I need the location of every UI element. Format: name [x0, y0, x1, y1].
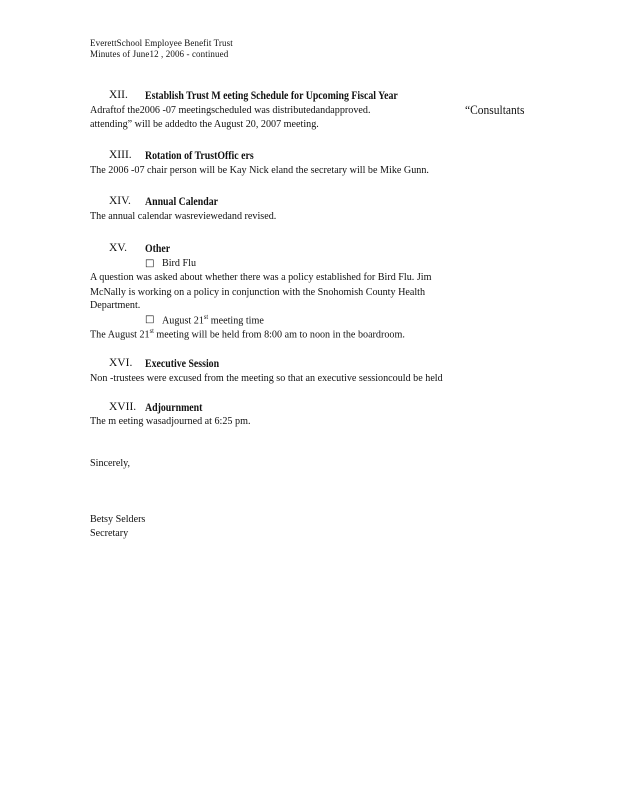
section-xv-bullet-bird-flu: Bird Flu	[162, 257, 197, 269]
document-header-title: EverettSchool Employee Benefit Trust	[90, 38, 233, 48]
document-header-subtitle: Minutes of June12 , 2006 - continued	[90, 49, 229, 59]
section-title-xii: Establish Trust M eeting Schedule for Upcoming Fiscal Year	[145, 88, 398, 102]
box-bullet-icon: □	[145, 314, 155, 325]
section-number-xii: XII.	[109, 89, 128, 101]
section-title-xvi: Executive Session	[145, 356, 220, 370]
signer-role: Secretary	[90, 527, 129, 539]
section-xiii-text-line-1: The 2006 -07 chair person will be Kay Nick eland the secretary will be Mike Gunn.	[90, 164, 429, 176]
section-title-xiii: Rotation of TrustOffic ers	[145, 148, 254, 162]
section-xiv-text-line-1: The annual calendar wasreviewedand revised.	[90, 210, 277, 222]
section-number-xv: XV.	[109, 242, 128, 254]
section-xvi-text-line-1: Non -trustees were excused from the meeting so that an executive sessioncould be held	[90, 372, 443, 384]
section-xii-text-line-2: attending” will be addedto the August 20, 2007 meeting.	[90, 118, 319, 130]
section-title-xvii: Adjournment	[145, 400, 203, 414]
section-number-xiii: XIII.	[109, 149, 132, 161]
section-number-xiv: XIV.	[109, 195, 131, 207]
closing-salutation: Sincerely,	[90, 457, 131, 469]
section-xii-text-consultants: “Consultants	[465, 103, 525, 117]
section-title-xv: Other	[145, 241, 171, 255]
section-xv-text-line-3: Department.	[90, 299, 141, 311]
signer-name: Betsy Selders	[90, 513, 146, 525]
section-xii-text-line-1: Adraftof the2006 -07 meetingscheduled was distributedandapproved.	[90, 104, 371, 116]
section-xvii-text-line-1: The m eeting wasadjourned at 6:25 pm.	[90, 415, 251, 427]
section-number-xvii: XVII.	[109, 401, 137, 413]
section-xv-text-line-2: McNally is working on a policy in conjunction with the Snohomish County Health	[90, 286, 426, 298]
section-xv-text-line-1: A question was asked about whether there was a policy established for Bird Flu. Jim	[90, 271, 432, 283]
section-number-xvi: XVI.	[109, 357, 133, 369]
section-xv-bullet-meeting-time: August 21st meeting time	[162, 313, 264, 327]
section-title-xiv: Annual Calendar	[145, 194, 219, 208]
section-xv-text-line-4: The August 21st meeting will be held from 8:00 am to noon in the boardroom.	[90, 327, 405, 341]
box-bullet-icon: □	[145, 258, 155, 269]
